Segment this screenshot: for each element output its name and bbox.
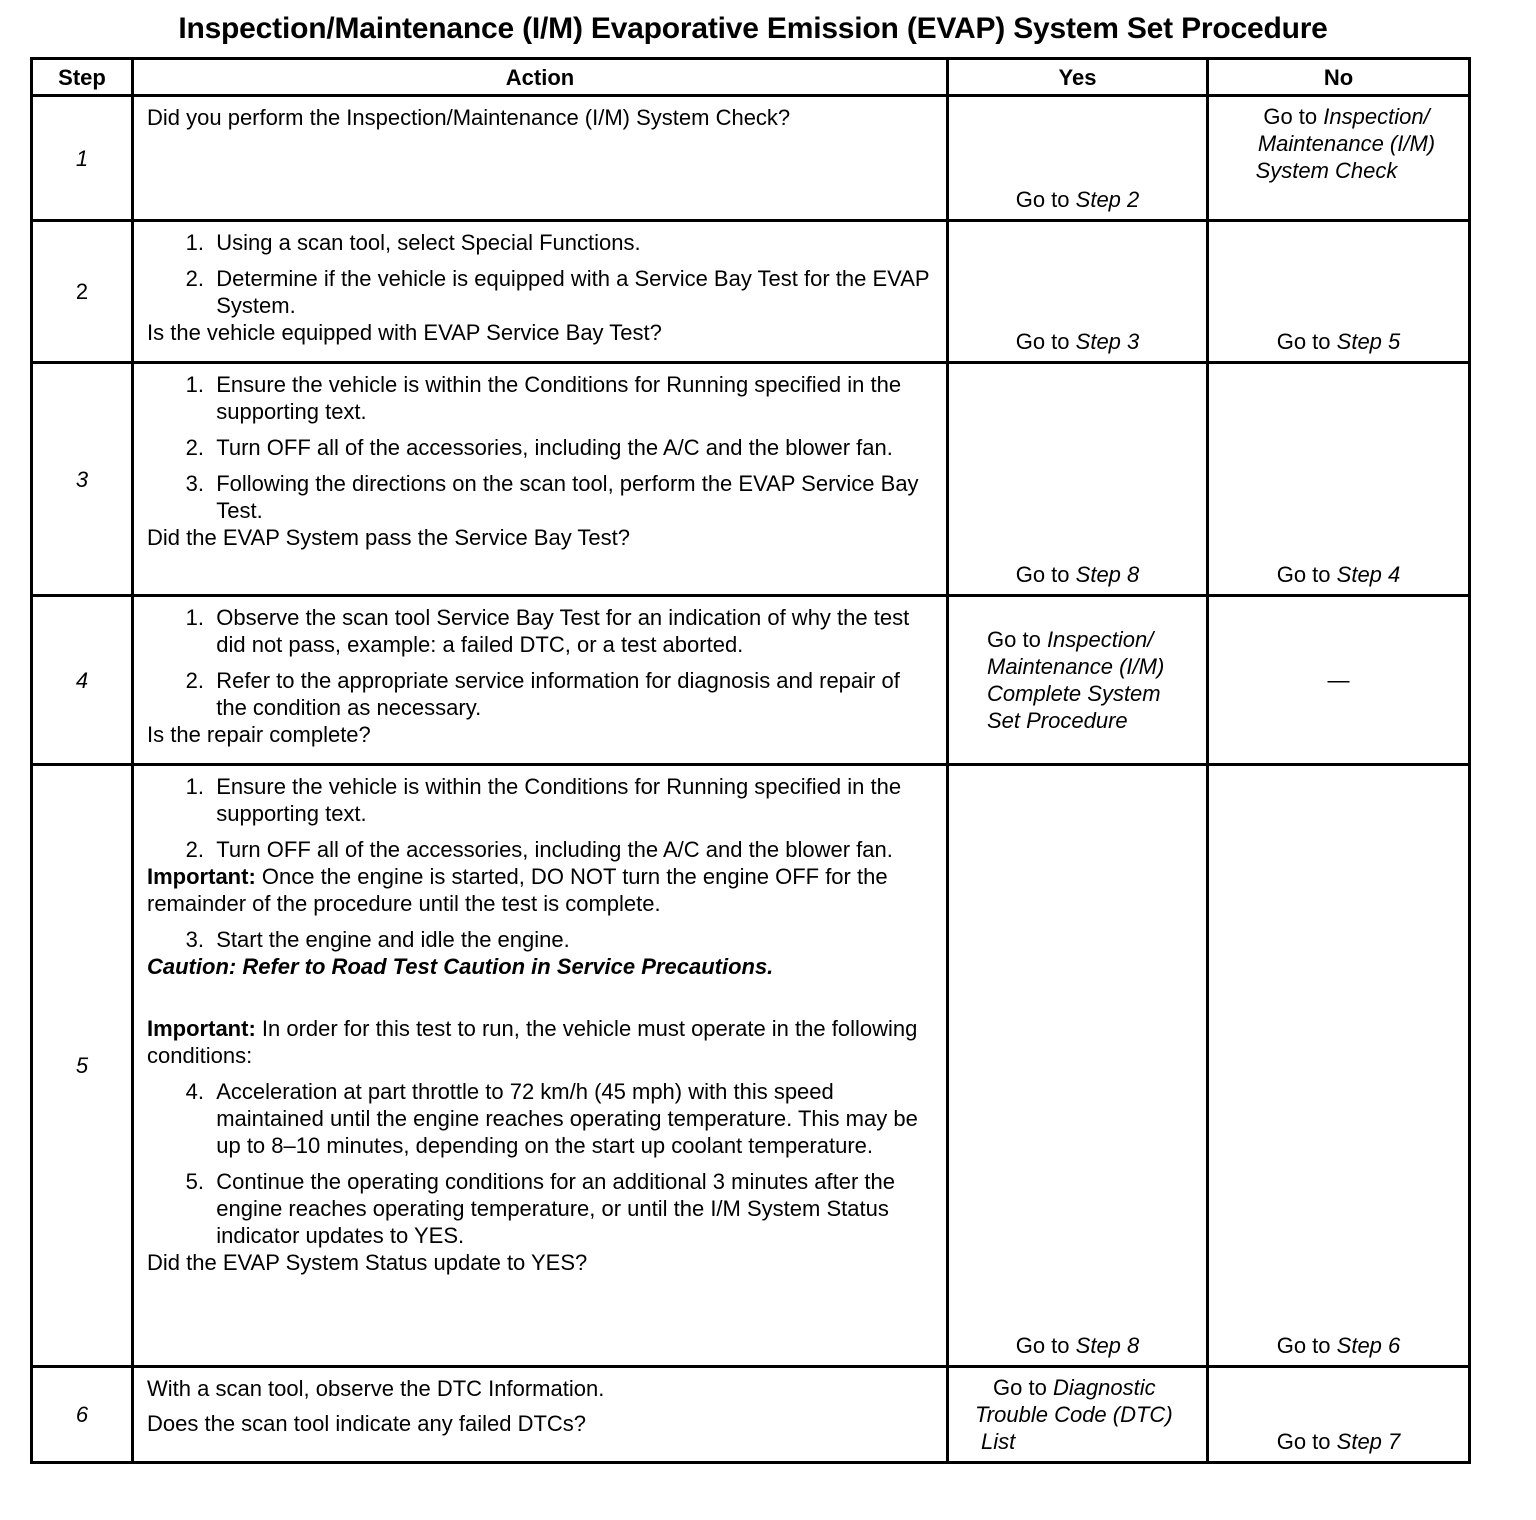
item-number: 2.	[185, 837, 204, 862]
action-cell	[133, 221, 948, 363]
no-cell	[1208, 363, 1470, 596]
list-item	[147, 434, 936, 461]
yes-goto[interactable]	[949, 1368, 1206, 1455]
yes-cell	[948, 96, 1208, 221]
goto-prefix: Go to	[1015, 329, 1070, 354]
header-row	[32, 59, 1470, 96]
no-cell	[1208, 221, 1470, 363]
action-question: Did the EVAP System pass the Service Bay Test?	[147, 525, 631, 550]
item-text: Turn OFF all of the accessories, including the A/C and the blower fan.	[216, 435, 893, 460]
goto-target-line: Maintenance (I/M)	[987, 654, 1165, 679]
list-item	[147, 773, 936, 827]
action-question: Is the vehicle equipped with EVAP Service Bay Test?	[147, 320, 662, 345]
header-yes: Yes	[948, 59, 1208, 96]
item-number: 1.	[185, 230, 204, 255]
list-item	[147, 1078, 936, 1159]
item-text: Ensure the vehicle is within the Conditions for Running specified in the supporting text.	[216, 774, 902, 826]
action-question: Is the repair complete?	[147, 722, 371, 747]
action-list	[147, 926, 936, 953]
item-text: Determine if the vehicle is equipped with a Service Bay Test for the EVAP System.	[216, 266, 930, 318]
item-number: 5.	[185, 1169, 204, 1194]
goto-target-line: System Check	[1255, 158, 1398, 183]
goto-target: Step 7	[1336, 1429, 1401, 1454]
table-row-step-1	[32, 96, 1470, 221]
important-note	[147, 863, 936, 917]
goto-target-line: Trouble Code (DTC)	[975, 1402, 1173, 1427]
important-note	[147, 1015, 936, 1069]
yes-goto[interactable]	[949, 186, 1206, 213]
goto-target: Step 3	[1075, 329, 1140, 354]
no-goto[interactable]	[1209, 1428, 1468, 1455]
yes-goto[interactable]	[949, 561, 1206, 588]
yes-goto[interactable]	[949, 328, 1206, 355]
action-cell	[133, 596, 948, 765]
goto-target-line: Inspection/	[1046, 627, 1154, 652]
table-row-step-4	[32, 596, 1470, 765]
table-row-step-2	[32, 221, 1470, 363]
page-title: Inspection/Maintenance (I/M) Evaporative Emission (EVAP) System Set Procedure	[178, 12, 1328, 45]
yes-cell	[948, 221, 1208, 363]
item-text: Continue the operating conditions for an additional 3 minutes after the engine reaches operating temperature, or until the I/M System Status indicator updates to YES.	[216, 1169, 896, 1248]
action-cell	[133, 1367, 948, 1463]
list-item	[147, 371, 936, 425]
item-number: 1.	[185, 372, 204, 397]
goto-prefix: Go to	[1276, 562, 1331, 587]
action-cell	[133, 96, 948, 221]
action-cell	[133, 765, 948, 1367]
list-item	[147, 1168, 936, 1249]
action-question: Did the EVAP System Status update to YES?	[147, 1250, 588, 1275]
list-item	[147, 470, 936, 524]
item-text: Using a scan tool, select Special Functions.	[216, 230, 641, 255]
no-goto[interactable]	[1209, 328, 1468, 355]
step-number: 3	[32, 363, 133, 596]
no-goto[interactable]	[1209, 561, 1468, 588]
item-text: Refer to the appropriate service information for diagnosis and repair of the condition as necessary.	[216, 668, 900, 720]
no-cell	[1208, 765, 1470, 1367]
goto-prefix: Go to	[1015, 187, 1070, 212]
goto-prefix: Go to	[1015, 562, 1070, 587]
important-label: Important:	[147, 864, 256, 889]
action-list	[147, 773, 936, 863]
goto-target-line: Diagnostic	[1052, 1375, 1156, 1400]
step-number: 2	[32, 221, 133, 363]
table-row-step-5	[32, 765, 1470, 1367]
goto-prefix: Go to	[987, 627, 1041, 652]
action-list	[147, 229, 936, 319]
goto-target-line: Maintenance (I/M)	[1257, 131, 1436, 156]
item-text: Start the engine and idle the engine.	[216, 927, 570, 952]
no-goto[interactable]	[1209, 1332, 1468, 1359]
table-row-step-3	[32, 363, 1470, 596]
list-item	[147, 265, 936, 319]
yes-goto[interactable]	[949, 1332, 1206, 1359]
yes-goto[interactable]	[949, 626, 1206, 734]
goto-prefix: Go to	[1276, 1333, 1331, 1358]
goto-target: Step 6	[1336, 1333, 1401, 1358]
action-cell	[133, 363, 948, 596]
no-cell	[1208, 596, 1470, 765]
goto-target: Step 4	[1336, 562, 1401, 587]
important-text: In order for this test to run, the vehicle must operate in the following conditions:	[147, 1016, 918, 1068]
action-question: Did you perform the Inspection/Maintenance (I/M) System Check?	[147, 105, 791, 130]
list-item	[147, 667, 936, 721]
no-cell	[1208, 96, 1470, 221]
item-text: Following the directions on the scan tool, perform the EVAP Service Bay Test.	[216, 471, 919, 523]
goto-target-line: Complete System	[987, 681, 1161, 706]
goto-prefix: Go to	[1263, 104, 1318, 129]
action-list	[147, 371, 936, 524]
action-list	[147, 1078, 936, 1249]
goto-prefix: Go to	[993, 1375, 1047, 1400]
no-cell	[1208, 1367, 1470, 1463]
item-number: 2.	[185, 668, 204, 693]
item-number: 1.	[185, 605, 204, 630]
list-item	[147, 926, 936, 953]
action-list	[147, 604, 936, 721]
action-instruction: With a scan tool, observe the DTC Information.	[147, 1376, 605, 1401]
item-text: Turn OFF all of the accessories, including the A/C and the blower fan.	[216, 837, 893, 862]
yes-cell	[948, 1367, 1208, 1463]
goto-prefix: Go to	[1276, 329, 1331, 354]
action-question: Does the scan tool indicate any failed DTCs?	[147, 1411, 587, 1436]
list-item	[147, 604, 936, 658]
step-number: 5	[32, 765, 133, 1367]
item-number: 2.	[185, 435, 204, 460]
item-text: Ensure the vehicle is within the Conditions for Running specified in the supporting text.	[216, 372, 902, 424]
goto-target: Step 8	[1075, 1333, 1140, 1358]
goto-target-line: Set Procedure	[987, 708, 1128, 733]
procedure-table	[30, 57, 1471, 1464]
list-item	[147, 229, 936, 256]
yes-cell	[948, 596, 1208, 765]
item-number: 4.	[185, 1079, 204, 1104]
item-number: 3.	[185, 927, 204, 952]
goto-prefix: Go to	[1015, 1333, 1070, 1358]
list-item	[147, 836, 936, 863]
no-dash: —	[1327, 667, 1350, 693]
header-step: Step	[32, 59, 133, 96]
goto-target-line: List	[981, 1429, 1016, 1454]
goto-target: Step 8	[1075, 562, 1140, 587]
important-text: Once the engine is started, DO NOT turn the engine OFF for the remainder of the procedure until the test is complete.	[147, 864, 888, 916]
header-action: Action	[133, 59, 948, 96]
item-text: Acceleration at part throttle to 72 km/h (45 mph) with this speed maintained until the engine reaches operating temperature. This may be up to 8–10 minutes, depending on the start up coolant temperature.	[216, 1079, 918, 1158]
important-label: Important:	[147, 1016, 256, 1041]
yes-cell	[948, 765, 1208, 1367]
goto-prefix: Go to	[1276, 1429, 1331, 1454]
item-number: 2.	[185, 266, 204, 291]
goto-target-line: Inspection/	[1323, 104, 1430, 129]
step-number: 6	[32, 1367, 133, 1463]
step-number: 4	[32, 596, 133, 765]
item-text: Observe the scan tool Service Bay Test for an indication of why the test did not pass, example: a failed DTC, or a test aborted.	[216, 605, 910, 657]
no-goto[interactable]	[1209, 97, 1468, 184]
goto-target: Step 2	[1075, 187, 1140, 212]
item-number: 1.	[185, 774, 204, 799]
yes-cell	[948, 363, 1208, 596]
step-number: 1	[32, 96, 133, 221]
table-row-step-6	[32, 1367, 1470, 1463]
header-no: No	[1208, 59, 1470, 96]
goto-target: Step 5	[1336, 329, 1401, 354]
item-number: 3.	[185, 471, 204, 496]
caution-note: Caution: Refer to Road Test Caution in Service Precautions.	[147, 954, 774, 979]
